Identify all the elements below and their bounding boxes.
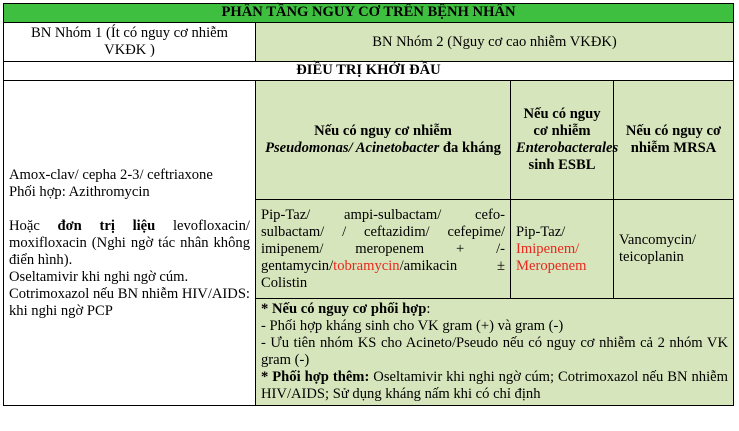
regimen-pseudo-text: Pip-Taz/ ampi-sulbactam/ cefo-sulbactam/ / ceftazidim/ cefepime/ imipenem/ meropenem + /- gentamycin/ bbox=[261, 206, 505, 274]
left-line-5: Cotrimoxazol nếu BN nhiễm HIV/AIDS: khi nghi ngờ PCP bbox=[9, 285, 250, 319]
combo-title: * Nếu có nguy cơ phối hợp bbox=[261, 301, 427, 317]
regimen-esbl-red-2: Meropenem bbox=[516, 257, 587, 274]
esbl-header-2: sinh ESBL bbox=[528, 157, 596, 173]
extra-text: Oseltamivir khi nghi ngờ cúm; Cotrimoxazol nếu BN nhiễm HIV/AIDS; Sử dụng kháng nấm khi có chỉ định bbox=[261, 369, 728, 402]
regimen-mrsa: Vancomycin/ teicoplanin bbox=[614, 200, 734, 299]
combo-title-line bbox=[261, 301, 728, 318]
left-monotherapy bbox=[9, 218, 250, 269]
combination-notes bbox=[256, 299, 734, 406]
pseudo-header-2: đa kháng bbox=[439, 140, 501, 156]
risk-stratification-table bbox=[3, 3, 734, 406]
regimen-pseudomonas bbox=[256, 200, 511, 299]
table-title: PHÂN TẦNG NGUY CƠ TRÊN BỆNH NHÂN bbox=[4, 4, 734, 23]
left-line-4: Oseltamivir khi nghi ngờ cúm. bbox=[9, 268, 189, 285]
pseudo-header-1: Nếu có nguy cơ nhiễm bbox=[314, 123, 452, 139]
col-header-pseudomonas bbox=[256, 81, 511, 200]
combo-colon: : bbox=[426, 301, 431, 317]
regimen-esbl-text: Pip-Taz/ bbox=[516, 223, 566, 240]
left-line-2: Phối hợp: Azithromycin bbox=[9, 183, 150, 200]
combo-line-2: - Ưu tiên nhóm KS cho Acineto/Pseudo nếu có nguy cơ nhiễm cả 2 nhóm VK gram (-) bbox=[261, 335, 728, 368]
mono-rest: levofloxacin/ moxifloxacin (Nghi ngờ tác nhân không điển hình). bbox=[9, 217, 250, 268]
combo-line-1: - Phối hợp kháng sinh cho VK gram (+) và gram (-) bbox=[261, 318, 564, 334]
group1-cell: BN Nhóm 1 (Ít có nguy cơ nhiễm VKĐK ) bbox=[4, 23, 256, 62]
esbl-header-italic: Enterobacterales bbox=[516, 140, 619, 156]
initial-treatment-heading: ĐIỀU TRỊ KHỞI ĐẦU bbox=[4, 62, 734, 81]
group1-treatment-cell bbox=[4, 81, 256, 406]
mono-bold: đơn trị liệu bbox=[57, 217, 156, 234]
left-line-1: Amox-clav/ cepha 2-3/ ceftriaxone bbox=[9, 166, 213, 183]
extra-line bbox=[261, 369, 728, 403]
extra-title: * Phối hợp thêm: bbox=[261, 369, 370, 385]
col-header-esbl bbox=[511, 81, 619, 200]
regimen-pseudo-red: tobramycin bbox=[333, 257, 400, 274]
group2-cell: BN Nhóm 2 (Nguy cơ cao nhiễm VKĐK) bbox=[256, 23, 734, 62]
regimen-esbl-red-1: Imipenem/ bbox=[516, 240, 580, 257]
regimen-esbl bbox=[511, 200, 614, 299]
mono-prefix: Hoặc bbox=[9, 217, 58, 234]
col-header-mrsa: Nếu có nguy cơ nhiễm MRSA bbox=[614, 81, 734, 200]
regimen-pseudo-text-2: /amikacin ± Colistin bbox=[261, 257, 505, 291]
esbl-header-1: Nếu có nguy cơ nhiễm bbox=[523, 106, 601, 139]
pseudo-header-italic: Pseudomonas/ Acinetobacter bbox=[265, 140, 440, 156]
